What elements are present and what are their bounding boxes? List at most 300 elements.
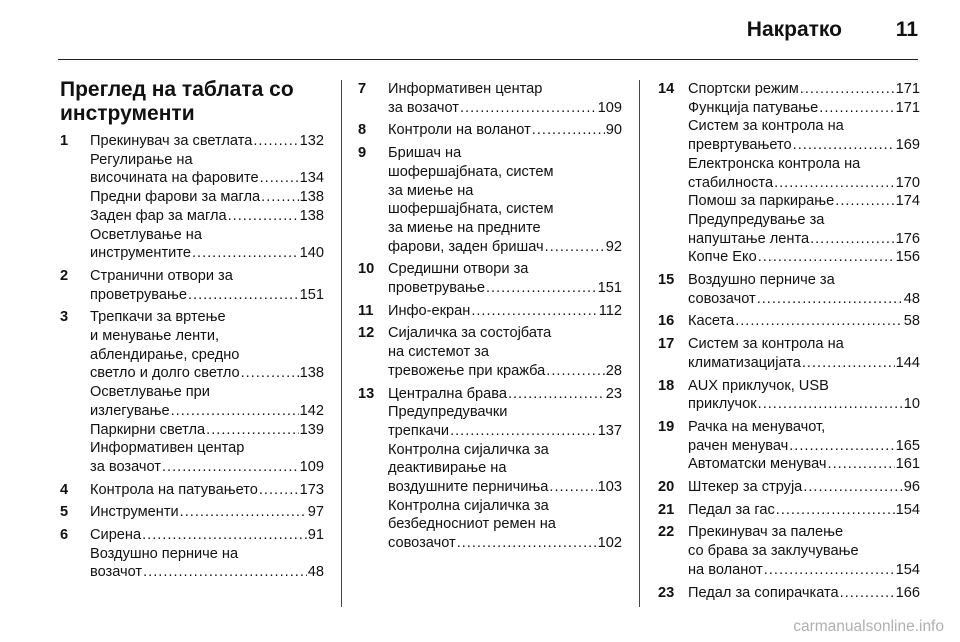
page-reference[interactable]: 58	[903, 313, 920, 330]
entry-line	[688, 523, 920, 542]
entry-number: 13	[358, 385, 375, 402]
page-reference[interactable]: 161	[895, 456, 920, 473]
entry-line	[388, 144, 622, 163]
entry-text: Информативен центар	[388, 81, 543, 97]
index-entry	[658, 80, 920, 267]
entry-text: Инструменти	[90, 504, 179, 521]
entry-line	[388, 385, 622, 404]
leader-dots	[171, 402, 299, 421]
page-reference[interactable]: 154	[895, 501, 920, 518]
entry-lines	[388, 324, 622, 380]
entry-text: светло и долго светло	[90, 365, 240, 382]
index-entry	[658, 312, 920, 331]
entry-line	[90, 545, 324, 564]
entry-line	[90, 346, 324, 365]
entry-text: аблендирање, средно	[90, 346, 240, 363]
entry-line	[688, 501, 920, 520]
page-reference[interactable]: 170	[895, 174, 920, 191]
header-rule	[58, 59, 918, 60]
leader-dots	[789, 437, 894, 456]
leader-dots	[508, 385, 605, 404]
entry-line	[688, 271, 920, 290]
entry-line	[688, 99, 920, 118]
entry-line	[388, 80, 622, 99]
entry-line	[90, 563, 324, 582]
index-entry	[658, 377, 920, 414]
entry-lines	[388, 385, 622, 553]
entry-text: Рачка на менувачот,	[688, 418, 826, 435]
entry-line	[688, 354, 920, 373]
entry-lines	[388, 302, 622, 321]
entry-line	[388, 515, 622, 534]
leader-dots	[828, 455, 895, 474]
entry-text: Воздушно перниче на	[90, 545, 239, 562]
entry-line	[90, 169, 324, 188]
entry-text: Автоматски менувач	[688, 456, 827, 473]
entry-text: стабилноста	[688, 174, 774, 191]
page-reference[interactable]: 90	[605, 122, 622, 139]
entry-line	[388, 99, 622, 118]
entry-text: приклучок	[688, 396, 757, 413]
index-entry	[358, 260, 622, 297]
entry-lines	[388, 121, 622, 140]
leader-dots	[803, 478, 902, 497]
entry-lines	[688, 523, 920, 579]
entry-text: деактивирање на	[388, 460, 507, 477]
page-reference[interactable]: 139	[299, 421, 324, 438]
entry-lines	[90, 503, 324, 522]
entry-text: Касета	[688, 313, 735, 330]
page-reference[interactable]: 28	[605, 362, 622, 379]
leader-dots	[188, 286, 299, 305]
page-reference[interactable]: 142	[299, 402, 324, 419]
entry-line	[90, 327, 324, 346]
entry-line	[90, 503, 324, 522]
entry-line	[388, 200, 622, 219]
entry-text: со брава за заклучување	[688, 543, 859, 560]
page-reference[interactable]: 109	[597, 99, 622, 116]
column-1	[60, 78, 324, 586]
entry-text: Предни фарови за магла	[90, 189, 261, 206]
index-entry	[658, 523, 920, 579]
index-entry	[358, 121, 622, 140]
entry-line	[388, 534, 622, 553]
page-reference[interactable]: 173	[299, 481, 324, 498]
entry-lines	[688, 584, 920, 603]
entry-lines	[688, 80, 920, 267]
entry-text: совозачот	[388, 535, 456, 552]
entry-lines	[388, 260, 622, 297]
entry-number: 10	[358, 261, 375, 278]
entry-text: Воздушно перниче за	[688, 272, 835, 289]
entry-text: Контрола на патувањето	[90, 481, 258, 498]
entry-text: на системот за	[388, 344, 489, 361]
leader-dots	[549, 478, 596, 497]
leader-dots	[545, 238, 605, 257]
page-reference[interactable]: 138	[299, 207, 324, 224]
entry-line	[688, 542, 920, 561]
entry-text: Педал за сопирачката	[688, 584, 839, 601]
entry-line	[688, 117, 920, 136]
entry-text: Педал за гас	[688, 501, 775, 518]
entry-line	[90, 458, 324, 477]
page-header	[0, 0, 960, 60]
entry-line	[90, 383, 324, 402]
entry-lines	[90, 267, 324, 304]
entry-number: 18	[658, 377, 675, 394]
entry-text: Сијаличка за состојбата	[388, 325, 552, 342]
leader-dots	[546, 362, 604, 381]
entry-text: Функција патување	[688, 99, 819, 116]
entry-line	[688, 290, 920, 309]
entry-line	[90, 286, 324, 305]
entry-text: Заден фар за магла	[90, 207, 227, 224]
entry-lines	[688, 335, 920, 372]
page-reference[interactable]: 140	[299, 245, 324, 262]
index-entry	[358, 144, 622, 256]
entry-number: 20	[658, 479, 675, 496]
entry-line	[90, 267, 324, 286]
entry-text: Прекинувач за светлата	[90, 133, 253, 149]
leader-dots	[261, 188, 298, 207]
entry-text: Копче Еко	[688, 249, 757, 266]
entry-text: Контроли на воланот	[388, 122, 531, 139]
entry-number: 4	[60, 481, 69, 498]
leader-dots	[228, 207, 299, 226]
entry-text: Осветлување на	[90, 226, 202, 243]
page-reference[interactable]: 48	[903, 290, 920, 307]
entry-line	[688, 377, 920, 396]
entry-line	[388, 441, 622, 460]
entry-text: Средишни отвори за	[388, 261, 529, 278]
entry-line	[90, 151, 324, 170]
entry-number: 6	[60, 527, 69, 544]
entry-text: совозачот	[688, 290, 756, 307]
entry-text: Контролна сијаличка за	[388, 497, 549, 514]
entry-line	[90, 402, 324, 421]
header-title: Накратко	[746, 18, 842, 41]
entry-text: Странични отвори за	[90, 267, 233, 284]
entry-line	[90, 308, 324, 327]
entry-line	[688, 155, 920, 174]
entry-line	[388, 497, 622, 516]
page-number: 11	[895, 18, 918, 41]
entry-line	[90, 421, 324, 440]
page-reference[interactable]: 151	[597, 280, 622, 297]
entry-line	[90, 188, 324, 207]
entry-line	[688, 192, 920, 211]
entry-number: 1	[60, 133, 69, 149]
entry-line	[388, 478, 622, 497]
entry-line	[388, 403, 622, 422]
leader-dots	[764, 561, 895, 580]
leader-dots	[206, 421, 298, 440]
entry-lines	[388, 80, 622, 117]
index-entry	[658, 335, 920, 372]
entry-number: 11	[358, 302, 374, 319]
page-reference[interactable]: 171	[895, 81, 920, 97]
entry-text: безбедносниот ремен на	[388, 516, 556, 533]
leader-dots	[810, 230, 895, 249]
page-reference[interactable]: 109	[299, 458, 324, 475]
entry-text: Систем за контрола на	[688, 336, 844, 353]
index-entry	[60, 526, 324, 582]
entry-line	[388, 422, 622, 441]
leader-dots	[192, 244, 299, 263]
leader-dots	[758, 395, 903, 414]
page-reference[interactable]: 112	[598, 302, 622, 319]
leader-dots	[800, 80, 895, 99]
entry-number: 5	[60, 504, 69, 521]
index-entry	[60, 503, 324, 522]
entry-line	[90, 207, 324, 226]
entry-line	[90, 526, 324, 545]
leader-dots	[460, 99, 597, 118]
page-reference[interactable]: 144	[895, 354, 920, 371]
entry-line	[388, 121, 622, 140]
entry-text: Информативен центар	[90, 440, 245, 457]
page-reference[interactable]: 48	[307, 564, 324, 581]
entry-text: за возачот	[388, 99, 459, 116]
entry-line	[688, 136, 920, 155]
entry-line	[688, 455, 920, 474]
entry-text: возачот	[90, 564, 143, 581]
entry-line	[388, 279, 622, 298]
entry-line	[388, 163, 622, 182]
entry-line	[688, 561, 920, 580]
entry-line	[90, 244, 324, 263]
page-reference[interactable]: 103	[597, 479, 622, 496]
entry-text: инструментите	[90, 245, 191, 262]
entry-line	[688, 478, 920, 497]
entry-number: 19	[658, 418, 675, 435]
entry-text: Инфо-екран	[388, 302, 471, 319]
index-entry	[358, 80, 622, 117]
page-reference[interactable]: 97	[307, 504, 324, 521]
entry-line	[388, 260, 622, 279]
page-reference[interactable]: 23	[605, 385, 622, 402]
page-reference[interactable]: 10	[903, 396, 920, 413]
entry-text: фарови, заден бришач	[388, 238, 544, 255]
page-reference[interactable]: 166	[895, 584, 920, 601]
entry-text: проветрување	[388, 280, 485, 297]
column-divider	[341, 80, 342, 607]
entry-text: Штекер за струја	[688, 479, 803, 496]
entry-text: и менување ленти,	[90, 328, 220, 345]
index-entry	[60, 267, 324, 304]
page-reference[interactable]: 174	[895, 193, 920, 210]
leader-dots	[142, 526, 307, 545]
leader-dots	[532, 121, 605, 140]
entry-line	[688, 584, 920, 603]
leader-dots	[835, 192, 894, 211]
entry-number: 16	[658, 313, 675, 330]
entry-text: напуштање лента	[688, 230, 810, 247]
entry-line	[388, 324, 622, 343]
leader-dots	[758, 248, 895, 267]
entry-lines	[688, 271, 920, 308]
entry-line	[90, 132, 324, 151]
entry-text: проветрување	[90, 286, 187, 303]
entry-lines	[90, 526, 324, 582]
entry-text: Електронска контрола на	[688, 155, 861, 172]
index-entry	[658, 584, 920, 603]
index-entry	[658, 478, 920, 497]
entry-line	[90, 439, 324, 458]
page-reference[interactable]: 92	[605, 238, 622, 255]
entry-line	[688, 437, 920, 456]
column-3	[658, 80, 920, 606]
column-divider	[639, 80, 640, 607]
watermark: carmanualsonline.info	[793, 618, 944, 635]
entry-line	[90, 364, 324, 383]
leader-dots	[486, 279, 597, 298]
index-entry	[658, 418, 920, 474]
leader-dots	[259, 481, 299, 500]
leader-dots	[802, 354, 895, 373]
page-reference[interactable]: 156	[895, 249, 920, 266]
entry-text: климатизацијата	[688, 354, 801, 371]
page-reference[interactable]: 96	[903, 479, 920, 496]
leader-dots	[735, 312, 903, 331]
entry-text: Предупредувачки	[388, 404, 508, 421]
entry-text: трепкачи	[388, 422, 450, 439]
entry-text: Систем за контрола на	[688, 118, 844, 135]
entry-text: рачен менувач	[688, 437, 789, 454]
leader-dots	[840, 584, 895, 603]
entry-number: 14	[658, 81, 675, 97]
entry-line	[388, 343, 622, 362]
entry-lines	[688, 501, 920, 520]
entry-line	[688, 312, 920, 331]
entry-line	[90, 481, 324, 500]
index-entry	[60, 308, 324, 476]
entry-text: Регулирање на	[90, 151, 193, 168]
leader-dots	[180, 503, 307, 522]
entry-line	[388, 182, 622, 201]
entry-text: Осветлување при	[90, 384, 210, 401]
entry-text: на воланот	[688, 561, 763, 578]
entry-number: 9	[358, 145, 367, 162]
entry-text: Помош за паркирање	[688, 193, 835, 210]
entry-line	[688, 248, 920, 267]
entry-line	[90, 226, 324, 245]
entry-number: 17	[658, 336, 675, 353]
entry-line	[388, 238, 622, 257]
entry-text: Бришач на	[388, 145, 462, 162]
page-reference[interactable]: 165	[895, 437, 920, 454]
entry-line	[388, 459, 622, 478]
entry-text: Прекинувач за палење	[688, 524, 844, 541]
index-entry	[358, 324, 622, 380]
page-reference[interactable]: 91	[307, 527, 324, 544]
page-reference[interactable]: 132	[299, 133, 324, 149]
entry-text: за возачот	[90, 458, 161, 475]
entry-line	[688, 418, 920, 437]
entry-number: 21	[658, 501, 675, 518]
entry-text: воздушните перничиња	[388, 479, 549, 496]
entry-text: Сирена	[90, 527, 142, 544]
page-reference[interactable]: 171	[895, 99, 920, 116]
entry-text: тревожење при кражба	[388, 362, 546, 379]
entry-text: излегување	[90, 402, 170, 419]
entry-text: Спортски режим	[688, 81, 799, 97]
page-reference[interactable]: 138	[299, 365, 324, 382]
entry-text: Контролна сијаличка за	[388, 441, 549, 458]
entry-line	[688, 230, 920, 249]
column-2	[358, 80, 622, 557]
leader-dots	[776, 501, 895, 520]
entry-line	[688, 174, 920, 193]
index-entry	[60, 132, 324, 263]
entry-text: Предупредување за	[688, 211, 825, 228]
entry-number: 7	[358, 81, 367, 97]
page-reference[interactable]: 176	[895, 230, 920, 247]
entry-number: 23	[658, 584, 675, 601]
leader-dots	[143, 563, 307, 582]
page-reference[interactable]: 169	[895, 137, 920, 154]
entry-lines	[688, 312, 920, 331]
entry-text: шофершајбната, систем	[388, 163, 554, 180]
index-entry	[60, 481, 324, 500]
entry-text: височината на фаровите	[90, 170, 259, 187]
leader-dots	[457, 534, 597, 553]
entry-number: 15	[658, 272, 675, 289]
entry-text: Трепкачи за вртење	[90, 309, 226, 326]
entry-lines	[90, 132, 324, 263]
entry-line	[688, 395, 920, 414]
entry-text: превртувањето	[688, 137, 792, 154]
entry-lines	[388, 144, 622, 256]
entry-lines	[688, 418, 920, 474]
index-entry	[358, 302, 622, 321]
page-reference[interactable]: 137	[597, 422, 622, 439]
leader-dots	[471, 302, 597, 321]
entry-line	[688, 335, 920, 354]
leader-dots	[253, 132, 298, 151]
leader-dots	[774, 174, 895, 193]
entry-text: за миење на предните	[388, 219, 541, 236]
leader-dots	[260, 169, 299, 188]
page-reference[interactable]: 154	[895, 561, 920, 578]
entry-line	[388, 362, 622, 381]
index-entry	[658, 271, 920, 308]
entry-number: 2	[60, 267, 69, 284]
index-entry	[658, 501, 920, 520]
leader-dots	[757, 290, 903, 309]
entry-number: 12	[358, 325, 375, 342]
page-reference[interactable]: 134	[299, 170, 324, 187]
entry-line	[688, 211, 920, 230]
entry-number: 8	[358, 122, 367, 139]
entry-line	[388, 219, 622, 238]
leader-dots	[819, 99, 894, 118]
entry-lines	[688, 377, 920, 414]
page-reference[interactable]: 102	[597, 535, 622, 552]
index-entry	[358, 385, 622, 553]
page-reference[interactable]: 138	[299, 189, 324, 206]
entry-text: шофершајбната, систем	[388, 201, 554, 218]
leader-dots	[241, 364, 299, 383]
entry-lines	[90, 308, 324, 476]
page-reference[interactable]: 151	[299, 286, 324, 303]
leader-dots	[793, 136, 895, 155]
entry-line	[688, 80, 920, 99]
entry-text: Паркирни светла	[90, 421, 206, 438]
entry-number: 3	[60, 309, 69, 326]
section-title: Преглед на таблата со инструменти	[60, 78, 294, 125]
entry-text: за миење на	[388, 182, 474, 199]
